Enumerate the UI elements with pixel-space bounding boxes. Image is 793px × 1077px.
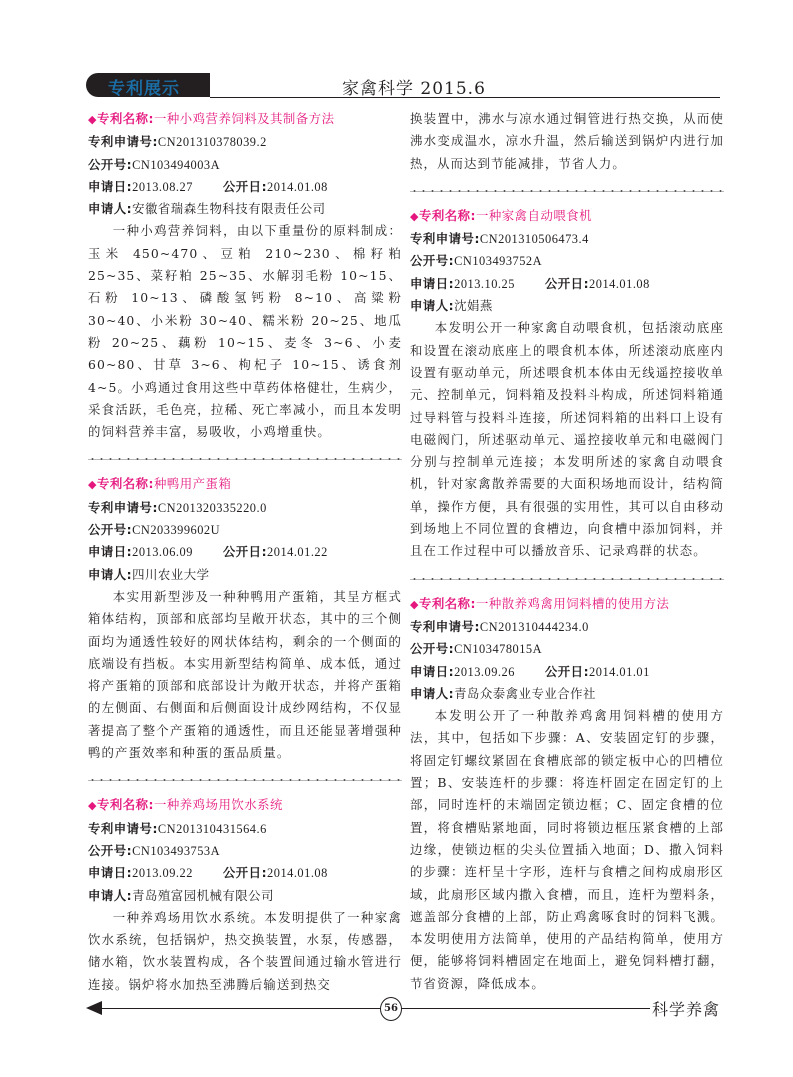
application-number: 专利申请号:CN201310444234.0	[410, 618, 589, 634]
patent-entry-3	[88, 794, 402, 996]
patent-title: ◆专利名称:一种散养鸡禽用饲料槽的使用方法	[410, 595, 670, 611]
patent-title: ◆专利名称:一种小鸡营养饲料及其制备方法	[88, 111, 335, 126]
publication-number: 公开号:CN203399602U	[88, 522, 221, 538]
page-header	[86, 73, 720, 99]
page-footer	[86, 997, 720, 1027]
dates: 申请日:2013.06.09 公开日:2014.01.22	[88, 544, 328, 560]
patent-abstract: 本发明公开了一种散养鸡禽用饲料槽的使用方法，其中，包括如下步骤：A、安装固定钉的步骤，将固定钉螺纹紧固在食槽底部的锁定板中心的凹槽位置；B、安装连杆的步骤：将连杆固定在固定钉的上部，同时连杆的末端固定锁边框；C、固定食槽的位置，将食槽贴紧地面，同时将锁边框压紧食槽的上部边缘，使锁边框的尖头位置插入地面；D、撒入饲料的步骤：连杆呈十字形，连杆与食槽之间构成扇形区域，此扇形区域内撒入食槽，而且，连杆为塑料条，遮盖部分食槽的上部，防止鸡禽啄食时的饲料飞溅。本发明使用方法简单，使用的产品结构简单，使用方便，能够将饲料槽固定在地面上，避免饲料槽打翻，节省资源，降低成本。	[410, 708, 724, 991]
publication-number: 公开号:CN103478015A	[410, 641, 543, 657]
application-number: 专利申请号:CN201320335220.0	[88, 499, 267, 515]
footer-rule	[96, 1008, 650, 1009]
patent-abstract: 本实用新型涉及一种种鸭用产蛋箱，其呈方框式箱体结构，顶部和底部均呈敞开状态，其中的三个侧面均为通透性较好的网状体结构，剩余的一个侧面的底端设有挡板。本实用新型结构简单、成本低，通过将产蛋箱的顶部和底部设计为敞开状态，并将产蛋箱的左侧面、右侧面和后侧面设计成纱网结构，不仅显著提高了整个产蛋箱的通透性，而且还能显著增强种鸭的产蛋效率和种蛋的蛋品质量。	[88, 588, 402, 761]
journal-title: 家禽科学 2015.6	[342, 79, 486, 99]
patent-title: ◆专利名称:一种家禽自动喂食机	[410, 207, 593, 223]
footer-brand: 科学养禽	[650, 997, 720, 1020]
application-number: 专利申请号:CN201310378039.2	[88, 134, 267, 150]
dates: 申请日:2013.08.27 公开日:2014.01.08	[88, 178, 328, 194]
applicant: 申请人:青岛殖富园机械有限公司	[88, 887, 274, 903]
dotted-divider	[410, 187, 724, 195]
header-rule	[210, 97, 720, 98]
patent-entry-2	[88, 473, 402, 764]
diamond-bullet-icon: ◆	[410, 597, 419, 611]
page-number: 56	[380, 997, 402, 1021]
dotted-divider	[88, 455, 402, 463]
application-number: 专利申请号:CN201310506473.4	[410, 231, 589, 247]
applicant: 申请人:安徽省瑞森生物科技有限责任公司	[88, 201, 326, 217]
dotted-divider	[88, 776, 402, 784]
patent-entry-4	[410, 205, 724, 563]
application-number: 专利申请号:CN201310431564.6	[88, 820, 267, 836]
diamond-bullet-icon: ◆	[88, 478, 97, 492]
right-column	[410, 108, 724, 995]
left-column	[88, 108, 402, 996]
applicant: 申请人:青岛众泰禽业专业合作社	[410, 685, 596, 701]
publication-number: 公开号:CN103494003A	[88, 156, 221, 172]
publication-number: 公开号:CN103493752A	[410, 253, 543, 269]
diamond-bullet-icon: ◆	[88, 799, 97, 813]
diamond-bullet-icon: ◆	[88, 113, 97, 126]
patent-title: ◆专利名称:一种养鸡场用饮水系统	[88, 797, 283, 813]
dates: 申请日:2013.09.22 公开日:2014.01.08	[88, 865, 328, 881]
diamond-bullet-icon: ◆	[410, 209, 419, 223]
applicant: 申请人:沈娟燕	[410, 298, 493, 314]
patent-abstract: 一种养鸡场用饮水系统。本发明提供了一种家禽饮水系统，包括锅炉，热交换装置，水泵，传感器，储水箱，饮水装置构成，各个装置间通过输水管进行连接。锅炉将水加热至沸腾后输送到热交	[88, 909, 402, 992]
patent-abstract-continued: 换装置中，沸水与凉水通过铜管进行热交换，从而使沸水变成温水，凉水升温，然后输送到锅炉内进行加热，从而达到节能减排，节省人力。	[410, 111, 724, 171]
section-badge	[86, 73, 210, 97]
patent-title: ◆专利名称:种鸭用产蛋箱	[88, 476, 232, 492]
applicant: 申请人:四川农业大学	[88, 566, 210, 582]
patent-entry-5	[410, 593, 724, 995]
section-label: 专利展示	[108, 79, 180, 99]
patent-abstract: 一种小鸡营养饲料，由以下重量份的原料制成：玉米 450~470、豆粕 210~230、棉籽粕 25~35、菜籽粕 25~35、水解羽毛粉 10~15、石粉 10~13、磷酸氢钙粉 8~10、高粱粉 30~40、小米粉 30~40、糯米粉 20~25、地瓜粉 20~25、藕粉 10~15、麦冬 3~6、小麦 60~80、甘草 3~6、枸杞子 10~15、诱食剂 4~5。小鸡通过食用这些中草药体格健壮，生病少，采食活跃，毛色亮，拉稀、死亡率减小，而且本发明的饲料营养丰富，易吸收，小鸡增重快。	[88, 223, 402, 440]
publication-number: 公开号:CN103493753A	[88, 842, 221, 858]
dotted-divider	[410, 575, 724, 583]
dates: 申请日:2013.09.26 公开日:2014.01.01	[410, 663, 650, 679]
dates: 申请日:2013.10.25 公开日:2014.01.08	[410, 275, 650, 291]
patent-entry-1	[88, 108, 402, 443]
patent-abstract: 本发明公开一种家禽自动喂食机，包括滚动底座和设置在滚动底座上的喂食机本体，所述滚动底座内设置有驱动单元，所述喂食机本体由无线遥控接收单元、控制单元，饲料箱及投料斗构成，所述饲料箱通过导料管与投料斗连接，所述饲料箱的出料口上设有电磁阀门，所述驱动单元、遥控接收单元和电磁阀门分别与控制单元连接；本发明所述的家禽自动喂食机，针对家禽散养需要的大面积场地而设计，结构简单，操作方便，具有很强的实用性，其可以自由移动到场地上不同位置的食槽边，向食槽中添加饲料，并且在工作过程中可以播放音乐、记录鸡群的状态。	[410, 320, 724, 559]
